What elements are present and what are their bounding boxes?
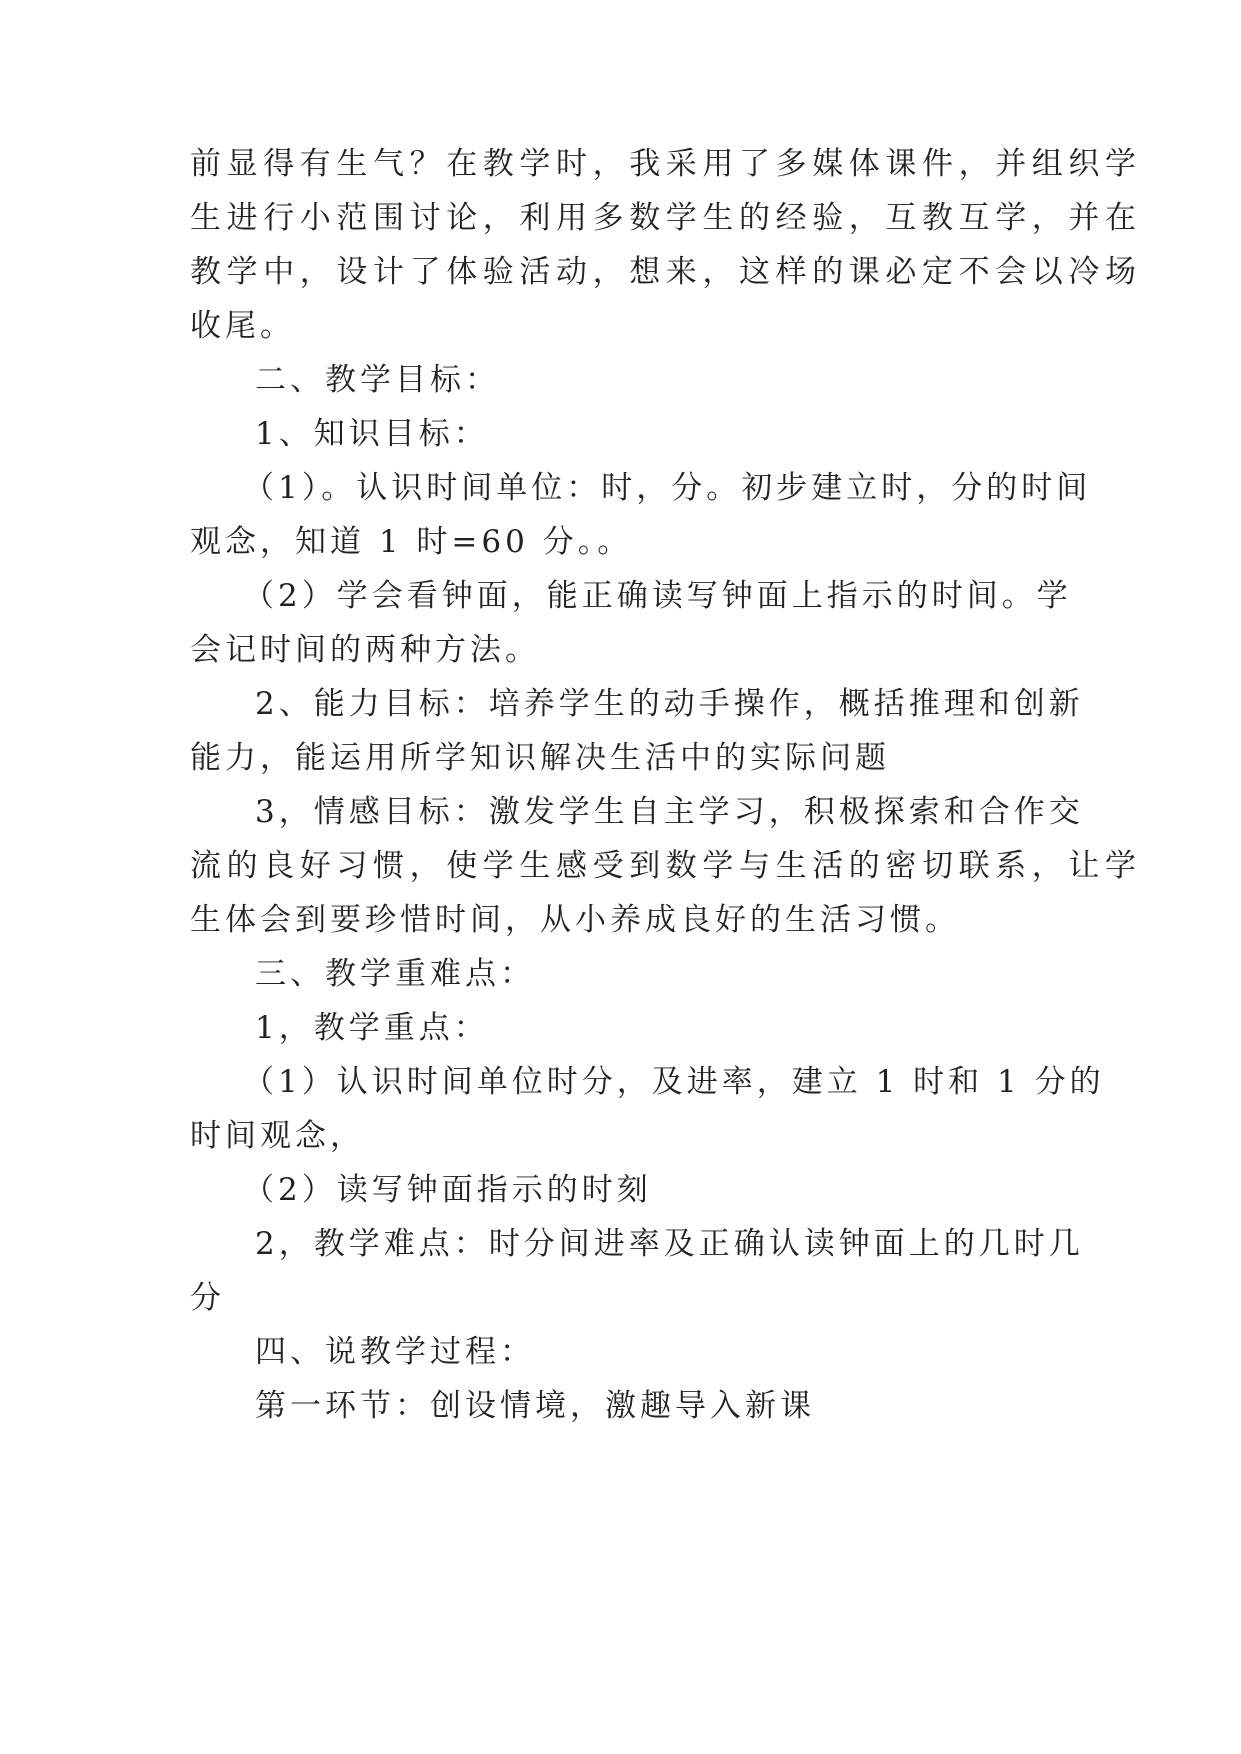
text-line: 流的良好习惯，使学生感受到数学与生活的密切联系，让学 (190, 848, 1142, 884)
text-line: 3，情感目标：激发学生自主学习，积极探索和合作交 (255, 794, 1084, 830)
text-line: 收尾。 (190, 308, 295, 344)
text-line: 分 (190, 1280, 225, 1316)
section-heading: 四、说教学过程： (255, 1334, 535, 1370)
text-line: 教学中，设计了体验活动，想来，这样的课必定不会以冷场 (190, 254, 1142, 290)
text-line: （1）认识时间单位时分，及进率，建立 1 时和 1 分的 (243, 1064, 1105, 1100)
section-heading: 三、教学重难点： (255, 956, 535, 992)
text-line: 前显得有生气？在教学时，我采用了多媒体课件，并组织学 (190, 146, 1142, 182)
text-line: 生进行小范围讨论，利用多数学生的经验，互教互学，并在 (190, 200, 1142, 236)
text-line: （2）读写钟面指示的时刻 (243, 1172, 652, 1208)
text-line: 能力，能运用所学知识解决生活中的实际问题 (190, 740, 890, 776)
text-line: 2、能力目标：培养学生的动手操作，概括推理和创新 (255, 686, 1084, 722)
subsection-heading: 1、知识目标： (255, 416, 489, 452)
subsection-heading: 第一环节：创设情境，激趣导入新课 (255, 1388, 815, 1424)
text-line: 时间观念， (190, 1118, 365, 1154)
subsection-heading: 2，教学难点：时分间进率及正确认读钟面上的几时几 (255, 1226, 1084, 1262)
text-line: （1）。认识时间单位：时，分。初步建立时，分的时间 (243, 470, 1092, 506)
text-line: 观念，知道 1 时=60 分。。 (190, 524, 633, 560)
subsection-heading: 1，教学重点： (255, 1010, 489, 1046)
section-heading: 二、教学目标： (255, 362, 500, 398)
text-line: 会记时间的两种方法。 (190, 632, 540, 668)
text-line: 生体会到要珍惜时间，从小养成良好的生活习惯。 (190, 902, 960, 938)
text-line: （2）学会看钟面，能正确读写钟面上指示的时间。学 (243, 578, 1072, 614)
